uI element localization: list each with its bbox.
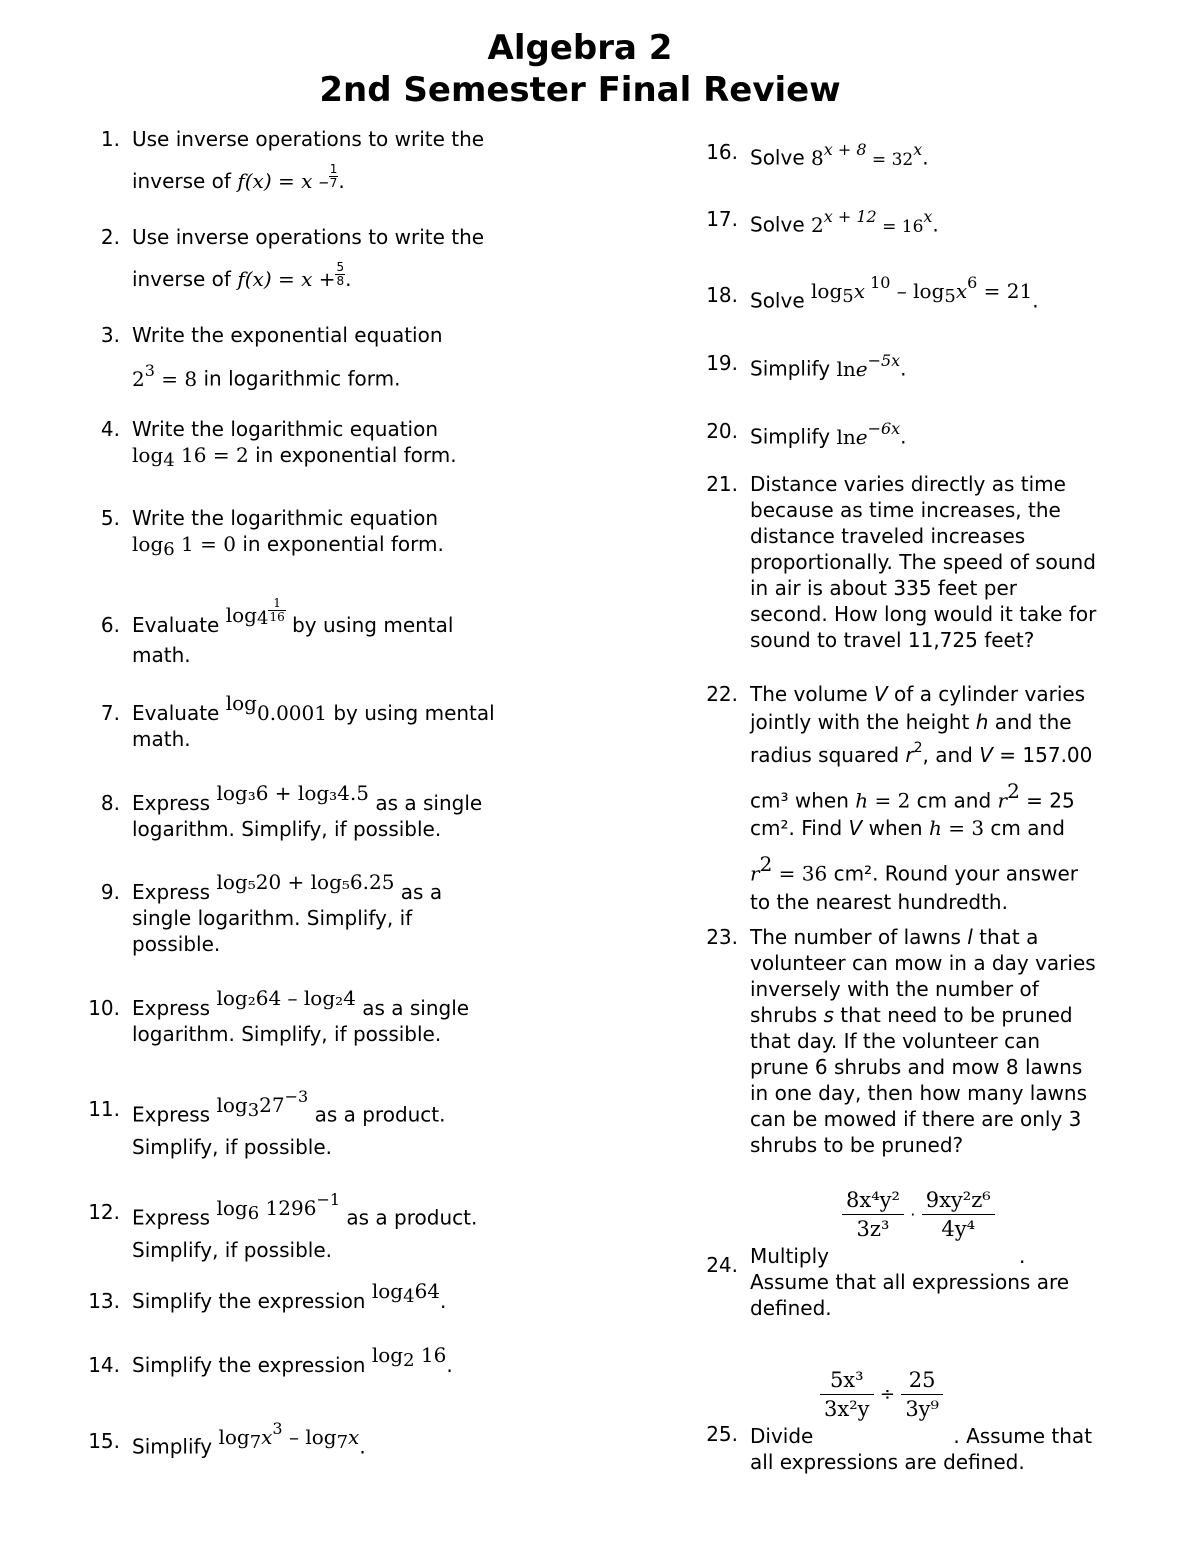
question-number: 14. — [88, 1353, 120, 1377]
question-text: prune 6 shrubs and mow 8 lawns — [750, 1055, 1083, 1079]
question-number: 23. — [706, 925, 738, 949]
question-number: 18. — [706, 283, 738, 307]
fraction: $\frac{\text{5x³}}{\text{3x²y}}$ — [820, 1366, 874, 1423]
math-expression: log₃6 + log₃4.5 — [216, 781, 369, 805]
fraction: $\frac{1}{7}$ — [329, 162, 338, 190]
question-text: inverse of — [132, 169, 231, 193]
question-number: 4. — [100, 417, 120, 441]
question-number: 5. — [100, 506, 120, 530]
question-text: cm². Find V when h = 3 cm and — [750, 816, 1065, 841]
math-expression: $\log_327^{-3}$ — [216, 1087, 309, 1121]
question-text: Express — [132, 996, 211, 1020]
question-text: shrubs to be pruned? — [750, 1133, 964, 1157]
math-expression: log0.0001 — [225, 691, 327, 725]
question-text: proportionally. The speed of sound — [750, 550, 1096, 574]
question-number: 25. — [706, 1422, 738, 1446]
question-number: 17. — [706, 207, 738, 231]
page-subtitle: 2nd Semester Final Review — [319, 70, 841, 110]
fraction: $\frac{25}{\text{3y⁹}}$ — [901, 1366, 943, 1423]
fraction: $\frac{1}{16}$ — [269, 596, 285, 624]
question-number: 15. — [88, 1429, 120, 1453]
question-text: Simplify the expression — [132, 1353, 366, 1377]
question-text: in one day, then how many lawns — [750, 1081, 1088, 1105]
question-text: in exponential form. — [235, 532, 444, 556]
question-number: 24. — [706, 1253, 738, 1277]
question-text: Multiply — [750, 1244, 829, 1268]
question-number: 11. — [88, 1097, 120, 1121]
question-number: 7. — [100, 701, 120, 725]
question-number: 12. — [88, 1200, 120, 1224]
question-number: 8. — [100, 791, 120, 815]
question-text: Express — [132, 1102, 211, 1127]
math-expression: $\log_4 16 = 2$ — [132, 443, 249, 471]
math-expression: $\log_7x^3 - \log_7x$ — [218, 1419, 360, 1453]
question-text: Simplify the expression — [132, 1289, 366, 1313]
question-text: math. — [132, 643, 191, 667]
question-number: 21. — [706, 472, 738, 496]
question-text: in logarithmic form. — [197, 366, 401, 391]
question-text: The volume V of a cylinder varies — [750, 682, 1086, 706]
question-text: as a — [394, 880, 443, 904]
question-text: defined. — [750, 1296, 832, 1320]
question-number: 19. — [706, 351, 738, 375]
fraction: $\frac{\text{8x⁴y²}}{\text{3z³}}$ — [842, 1186, 904, 1243]
fraction: $\frac{5}{8}$ — [336, 260, 345, 288]
question-text: Solve — [750, 145, 805, 170]
question-text: Simplify, if possible. — [132, 1237, 332, 1262]
fraction: $\frac{\text{9xy²z⁶}}{\text{4y⁴}}$ — [922, 1186, 995, 1243]
question-text: Write the exponential equation — [132, 323, 443, 347]
math-expression: $\frac{\text{5x³}}{\text{3x²y}}$ ÷ $\frac{25}{\text{3y⁹}}$ — [820, 1366, 943, 1423]
question-text: as a single — [369, 791, 483, 815]
math-expression: log₂64 – log₂4 — [216, 986, 356, 1010]
question-text: Simplify, if possible. — [132, 1134, 332, 1159]
math-expression: $\log_6 1296^{-1}$ — [216, 1190, 341, 1224]
question-text: math. — [132, 727, 191, 751]
question-text: in exponential form. — [248, 443, 457, 467]
question-text: Evaluate — [132, 613, 220, 637]
question-text: to the nearest hundredth. — [750, 889, 1008, 914]
page-title: Algebra 2 — [487, 28, 673, 68]
question-number: 6. — [100, 613, 120, 637]
question-text: because as time increases, the — [750, 498, 1061, 522]
question-text: can be mowed if there are only 3 — [750, 1107, 1082, 1131]
question-text: as a product. — [340, 1205, 478, 1230]
question-text: sound to travel 11,725 feet? — [750, 628, 1035, 652]
question-text: volunteer can mow in a day varies — [750, 951, 1096, 975]
math-expression: $\log_6 1 = 0$ — [132, 532, 236, 560]
question-text: The number of lawns l that a — [750, 925, 1039, 949]
question-text: by using mental — [285, 613, 454, 637]
math-expression: $\log_2 16$ — [371, 1343, 447, 1371]
question-text: single logarithm. Simplify, if — [132, 906, 413, 930]
math-expression: lne$^{-6x}$ — [836, 419, 901, 449]
question-text: cm³ when h = 2 cm and $r^2 = 25$ — [750, 778, 1075, 813]
question-text: Solve — [750, 288, 805, 313]
question-text: logarithm. Simplify, if possible. — [132, 1022, 442, 1046]
question-text: Assume that all expressions are — [750, 1270, 1070, 1294]
math-expression: f(x) = x – — [237, 169, 329, 193]
question-text: Evaluate — [132, 701, 220, 725]
question-text: $r^2 = 36$ cm². Round your answer — [750, 852, 1078, 886]
question-text: in air is about 335 feet per — [750, 576, 1017, 600]
question-text: Divide — [750, 1424, 814, 1448]
math-expression: $\log_5x$ $^{10} - \log_5x^6 = 21$ — [811, 273, 1033, 307]
question-number: 1. — [100, 127, 120, 151]
question-number: 9. — [100, 880, 120, 904]
question-text: Write the logarithmic equation — [132, 506, 439, 530]
math-expression: $\frac{\text{8x⁴y²}}{\text{3z³}}$ · $\frac{\text{9xy²z⁶}}{\text{4y⁴}}$ — [842, 1186, 995, 1243]
question-text: as a single — [355, 996, 470, 1020]
math-expression: log₅20 + log₅6.25 — [216, 870, 395, 894]
question-text: by using mental — [326, 701, 495, 725]
question-text: Use inverse operations to write the — [132, 127, 485, 151]
question-text: logarithm. Simplify, if possible. — [132, 817, 442, 841]
question-text: that day. If the volunteer can — [750, 1029, 1041, 1053]
question-text: radius squared $r^2$, and V = 157.00 — [750, 740, 1093, 767]
question-text: Distance varies directly as time — [750, 472, 1066, 496]
question-text: Simplify — [750, 356, 831, 381]
question-number: 2. — [100, 225, 120, 249]
question-text: as a product. — [308, 1102, 446, 1127]
question-text: Express — [132, 880, 211, 904]
question-number: 22. — [706, 682, 738, 706]
math-expression: $8^{x + 8} = 32^x$ — [811, 140, 923, 170]
math-expression: f(x) = x + — [237, 267, 336, 291]
question-text: Write the logarithmic equation — [132, 417, 439, 441]
question-text: shrubs s that need to be pruned — [750, 1003, 1073, 1027]
question-text: second. How long would it take for — [750, 602, 1097, 626]
math-expression: $\log_4$ $\frac{1}{16}$ — [225, 596, 285, 629]
question-number: 10. — [88, 996, 120, 1020]
question-text: Express — [132, 1205, 211, 1230]
math-expression: $\log_464$ — [371, 1279, 441, 1307]
question-text: inverse of — [132, 267, 231, 291]
question-text: all expressions are defined. — [750, 1450, 1025, 1474]
question-number: 16. — [706, 140, 738, 164]
math-expression: $2^{x + 12} = 16^x$ — [811, 207, 933, 237]
question-number: 20. — [706, 419, 738, 443]
question-text: Simplify — [132, 1434, 213, 1459]
question-number: 13. — [88, 1289, 120, 1313]
question-text: Express — [132, 791, 211, 815]
question-text: Simplify — [750, 424, 831, 449]
question-text: Use inverse operations to write the — [132, 225, 485, 249]
question-text: inversely with the number of — [750, 977, 1039, 1001]
question-number: 3. — [100, 323, 120, 347]
math-expression: $2^3 = 8$ — [132, 361, 198, 391]
question-text: . Assume that — [953, 1424, 1093, 1448]
math-expression: lne$^{-5x}$ — [836, 351, 901, 381]
question-text: jointly with the height h and the — [750, 710, 1072, 734]
question-text: possible. — [132, 932, 221, 956]
question-text: Solve — [750, 212, 805, 237]
question-text: distance traveled increases — [750, 524, 1026, 548]
